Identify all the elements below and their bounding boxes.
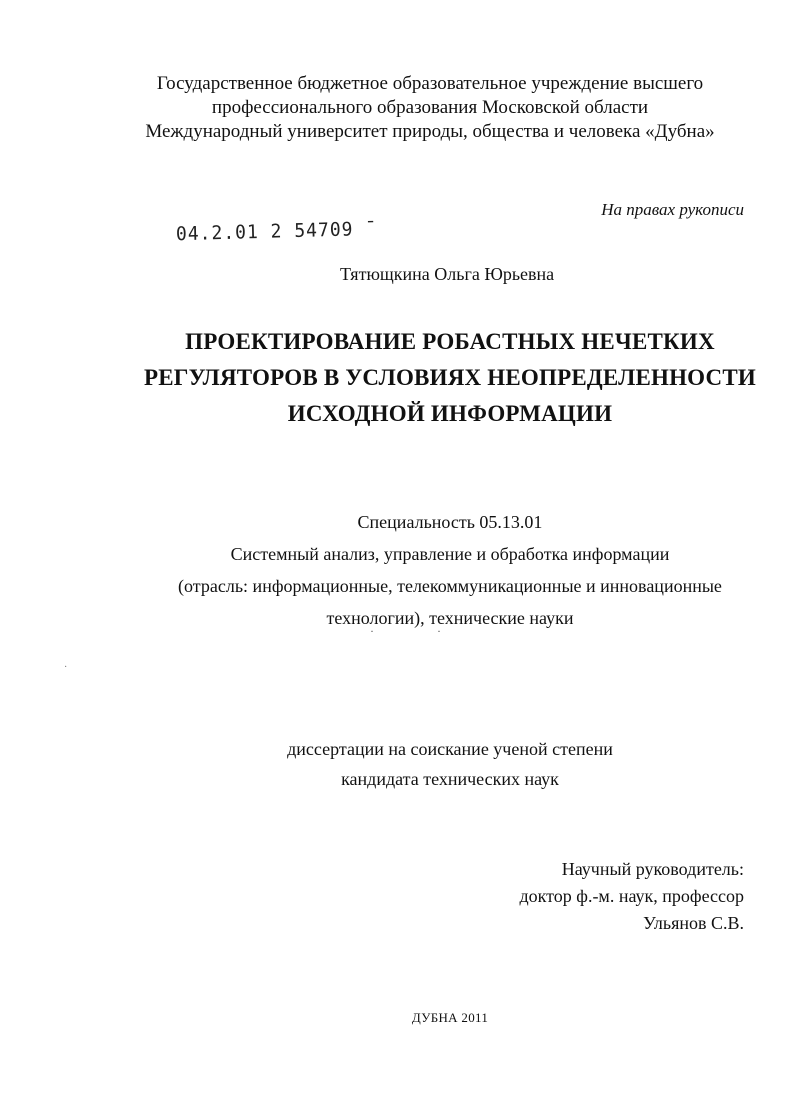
author-name: Тятющкина Ольга Юрьевна xyxy=(340,264,555,284)
title-line-3: ИСХОДНОЙ ИНФОРМАЦИИ xyxy=(287,401,613,426)
specialty-code: Специальность 05.13.01 xyxy=(357,512,543,532)
specialty-block xyxy=(0,506,800,634)
specialty-name: Системный анализ, управление и обработка информации xyxy=(230,544,670,564)
degree-block xyxy=(0,734,800,794)
title-line-2: РЕГУЛЯТОРОВ В УСЛОВИЯХ НЕОПРЕДЕЛЕННОСТИ xyxy=(143,365,756,390)
institution-line-1: Государственное бюджетное образовательное учреждение высшего xyxy=(156,73,704,94)
advisor-role: Научный руководитель: xyxy=(561,859,744,879)
institution-block xyxy=(0,72,800,144)
advisor-block xyxy=(519,856,744,937)
stamp-number: 04.2.01 2 54709 ˉ xyxy=(175,217,378,246)
specialty-branch-2: технологии), технические науки xyxy=(326,608,574,628)
institution-line-3: Международный университет природы, общества и человека «Дубна» xyxy=(145,121,715,142)
degree-line-1: диссертации на соискание ученой степени xyxy=(287,739,613,759)
specialty-branch-1: (отрасль: информационные, телекоммуникационные и инновационные xyxy=(178,576,722,596)
title-line-1: ПРОЕКТИРОВАНИЕ РОБАСТНЫХ НЕЧЕТКИХ xyxy=(185,329,715,354)
city-year: ДУБНА 2011 xyxy=(411,1010,489,1025)
advisor-degree: доктор ф.-м. наук, профессор xyxy=(519,886,744,906)
rights-note: На правах рукописи xyxy=(601,200,744,219)
scan-artifact-dots: · · xyxy=(370,624,471,638)
degree-line-2: кандидата технических наук xyxy=(341,769,559,789)
dissertation-title xyxy=(100,324,800,432)
institution-line-2: профессионального образования Московской области xyxy=(211,97,649,118)
scan-artifact-dot: · xyxy=(64,662,68,673)
advisor-name: Ульянов С.В. xyxy=(643,913,744,933)
